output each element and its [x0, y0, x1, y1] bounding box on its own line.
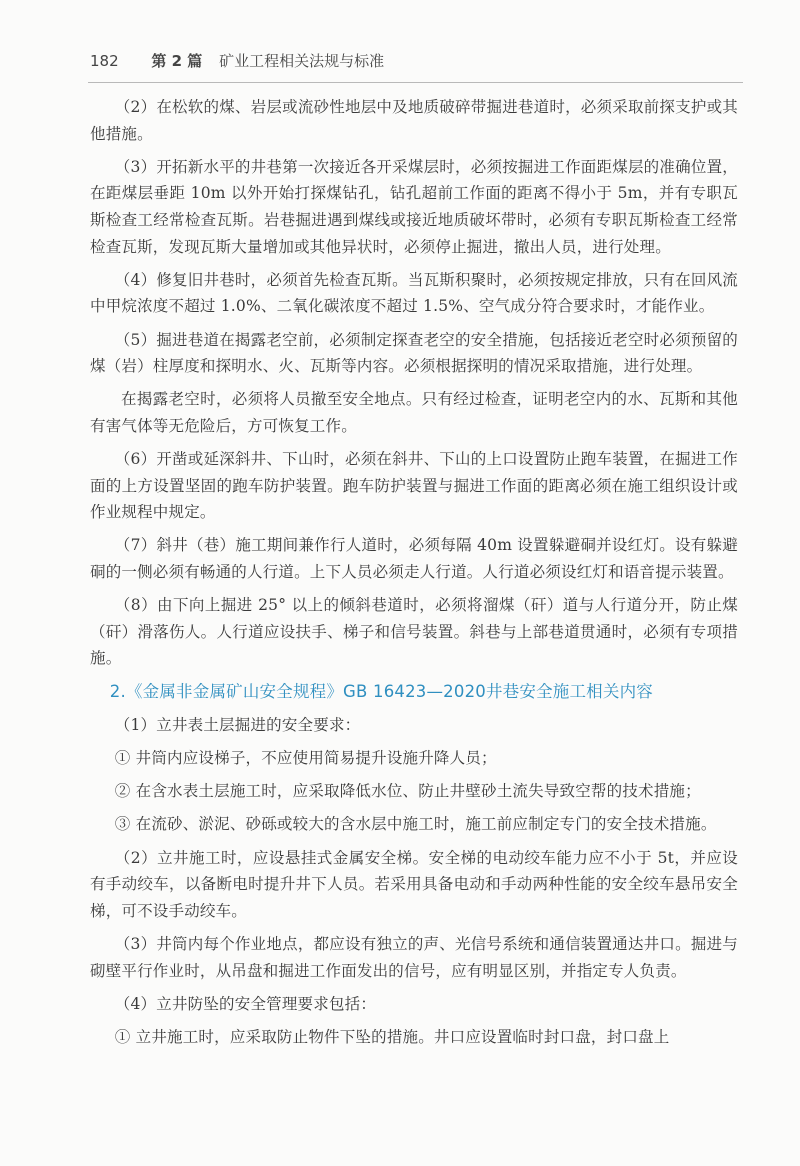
paragraph: （6）开凿或延深斜井、下山时，必须在斜井、下山的上口设置防止跑车装置，在掘进工作面的上方设置坚固的跑车防护装置。跑车防护装置与掘进工作面的距离必须在施工组织设计或作业规程中规定。 — [90, 450, 738, 522]
part-title: 矿业工程相关法规与标准 — [219, 52, 385, 70]
paragraph: （5）掘进巷道在揭露老空前，必须制定探查老空的安全措施，包括接近老空时必须预留的煤（岩）柱厚度和探明水、火、瓦斯等内容。必须根据探明的情况采取措施，进行处理。 — [90, 330, 738, 376]
paragraph: （4）立井防坠的安全管理要求包括： — [114, 994, 377, 1013]
paragraph: （3）开拓新水平的井巷第一次接近各开采煤层时，必须按掘进工作面距煤层的准确位置，在距煤层垂距 10m 以外开始打探煤钻孔，钻孔超前工作面的距离不得小于 5m，并有专职瓦斯检查工经常检查瓦斯。岩巷掘进遇到煤线或接近地质破坏带时，必须有专职瓦斯检查工经常检查瓦斯，发现瓦斯大量增加或其他异状时，必须停止掘进，撤出人员，进行处理。 — [90, 157, 738, 256]
paragraph: （2）立井施工时，应设悬挂式金属安全梯。安全梯的电动绞车能力应不小于 5t，并应设有手动绞车，以备断电时提升井下人员。若采用具备电动和手动两种性能的安全绞车悬吊安全梯，可不设手动绞车。 — [90, 848, 738, 920]
paragraph: （3）井筒内每个作业地点，都应设有独立的声、光信号系统和通信装置通达井口。掘进与砌壁平行作业时，从吊盘和掘进工作面发出的信号，应有明显区别，并指定专人负责。 — [90, 934, 738, 980]
page-header — [90, 50, 740, 71]
page-body — [90, 94, 738, 1057]
list-item: ① 立井施工时，应采取防止物件下坠的措施。井口应设置临时封口盘，封口盘上 — [114, 1027, 670, 1046]
paragraph: （7）斜井（巷）施工期间兼作行人道时，必须每隔 40m 设置躲避硐并设红灯。设有躲避硐的一侧必须有畅通的人行道。上下人员必须走人行道。人行道必须设红灯和语音提示装置。 — [90, 536, 738, 582]
paragraph: （2）在松软的煤、岩层或流砂性地层中及地质破碎带掘进巷道时，必须采取前探支护或其他措施。 — [90, 98, 738, 143]
paragraph: （4）修复旧井巷时，必须首先检查瓦斯。当瓦斯积聚时，必须按规定排放，只有在回风流中甲烷浓度不超过 1.0%、二氧化碳浓度不超过 1.5%、空气成分符合要求时，才能作业。 — [90, 270, 738, 316]
list-item: ① 井筒内应设梯子，不应使用简易提升设施升降人员； — [114, 749, 497, 767]
page-number: 182 — [90, 52, 119, 70]
list-item: ③ 在流砂、淤泥、砂砾或较大的含水层中施工时，施工前应制定专门的安全技术措施。 — [114, 815, 717, 834]
header-divider — [88, 82, 743, 83]
list-item: ② 在含水表土层施工时，应采取降低水位、防止井壁砂土流失导致空帮的技术措施； — [114, 782, 701, 801]
section-heading: 2.《金属非金属矿山安全规程》GB 16423—2020井巷安全施工相关内容 — [109, 681, 653, 701]
paragraph: （8）由下向上掘进 25° 以上的倾斜巷道时，必须将溜煤（矸）道与人行道分开，防止煤（矸）滑落伤人。人行道应设扶手、梯子和信号装置。斜巷与上部巷道贯通时，必须有专项措施。 — [90, 596, 738, 668]
paragraph: 在揭露老空时，必须将人员撤至安全地点。只有经过检查，证明老空内的水、瓦斯和其他有害气体等无危险后，方可恢复工作。 — [90, 390, 738, 435]
paragraph: （1）立井表土层掘进的安全要求： — [114, 715, 361, 734]
part-label: 第 2 篇 — [151, 52, 203, 70]
